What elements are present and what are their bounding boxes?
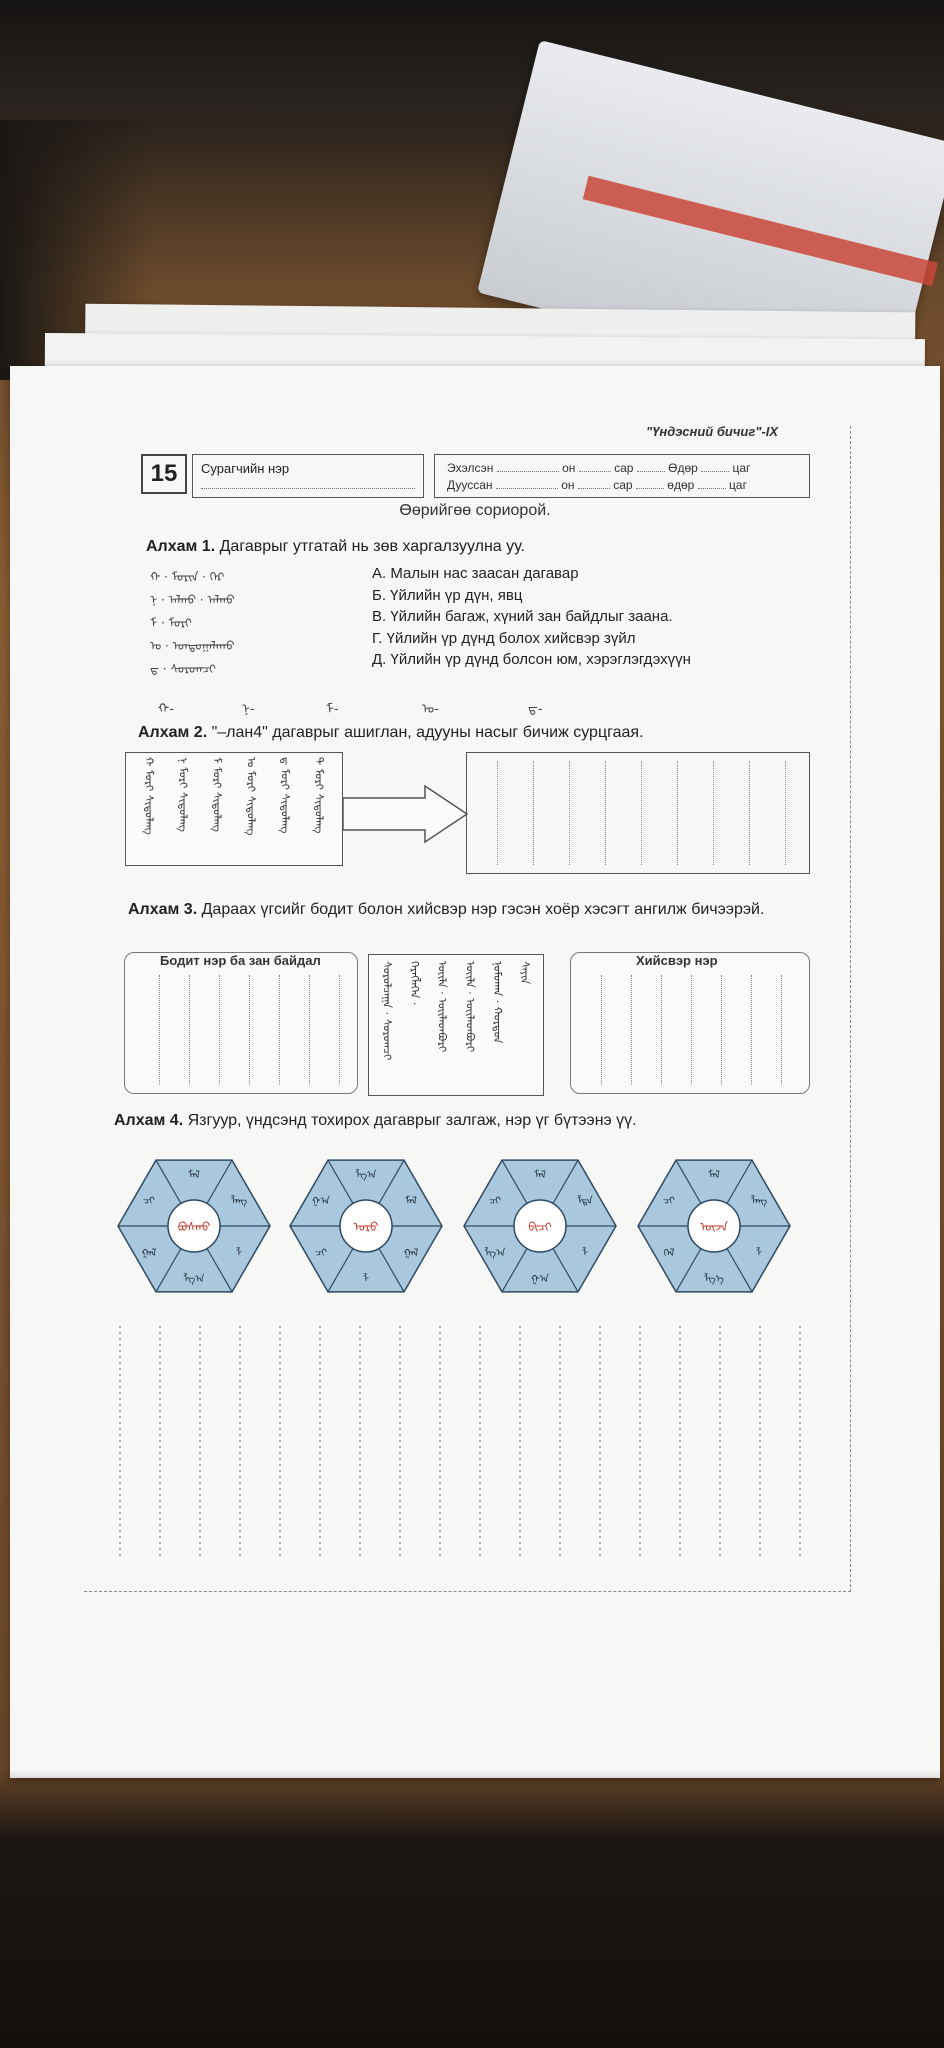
hexagon-suffix: ᠯᠭ᠎ᠠ: [484, 1248, 506, 1259]
hexagon-svg: [460, 1146, 620, 1306]
end-row[interactable]: Дууссан он сар өдөр цаг: [447, 478, 747, 492]
suffix: ᠣ-: [422, 702, 439, 717]
date-box: [434, 454, 810, 498]
step3-title: Алхам 3. Дараах үгсийг бодит болон хийсвэр нэр гэсэн хоёр хэсэгт ангилж бичээрэй.: [128, 901, 765, 918]
step2-title: Алхам 2. "–лан4" дагаврыг ашиглан, адууны насыг бичиж сурцгаая.: [138, 724, 644, 741]
worksheet-page: [10, 366, 940, 1778]
mongolian-column: ᠬ ᠮᠣᠷᠢ ᠰᠢᠳᠦᠯᠡᠩ: [142, 757, 156, 835]
hexagon-suffix: ᠮᠠᠯ: [405, 1196, 417, 1207]
mongolian-column: ᠨ ᠮᠣᠷᠢ ᠰᠢᠳᠦᠯᠡᠩ: [176, 757, 190, 832]
hexagon-root-word: ᠣᠷᠤ: [353, 1220, 379, 1234]
abstract-noun-label: Хийсвэр нэр: [636, 953, 718, 968]
hexagon-suffix: ᠭᠠᠯ: [403, 1248, 419, 1259]
hexagon-suffix: ᠯᠡᠩ: [750, 1196, 768, 1207]
mongolian-row: ᠨ · ᠠᠯᠬᠤ · ᠠᠯᠬᠤ: [150, 593, 235, 607]
right-arrow-icon: [343, 784, 471, 844]
hexagon-suffix: ᠴᠢ: [488, 1196, 501, 1207]
mongolian-row: ᠣ · ᠤᠨᠳᠤᠭᠠᠯᠠᠬᠤ: [150, 639, 235, 653]
mongolian-row: ᠮ · ᠮᠣᠷᠢ: [150, 616, 192, 630]
mongolian-word: ᠨᠣᠮᠤᠬᠠᠨ · ᠬᠤᠷᠳᠤᠨ: [490, 961, 504, 1044]
mongolian-word: ᠰᠠᠶᠢᠨ: [518, 961, 532, 985]
mongolian-word: ᠰᠤᠷᠤᠯᠴᠠᠭᠠ · ᠰᠤᠷᠤᠭᠴᠢ: [380, 961, 394, 1061]
option-b: Б. Үйлийн үр дүн, явц: [372, 586, 523, 604]
mongolian-column: ᠣ ᠮᠣᠷᠢ ᠰᠢᠳᠦᠯᠡᠩ: [244, 757, 258, 836]
concrete-noun-box[interactable]: [124, 952, 358, 1094]
hexagon-suffix: ᠴᠢ: [142, 1196, 155, 1207]
hexagon-suffix: ᠭᠠᠯ: [141, 1248, 157, 1259]
student-name-field[interactable]: [192, 454, 424, 498]
hexagon-suffix: ᠯ: [756, 1248, 763, 1259]
step2-answer-box[interactable]: [466, 752, 810, 874]
start-row[interactable]: Эхэлсэн он сар Өдөр цаг: [447, 461, 751, 475]
hexagon-suffix: ᠯᠭ᠎ᠠ: [355, 1170, 377, 1181]
option-a: А. Малын нас заасан дагавар: [372, 565, 579, 582]
hexagon-suffix: ᠭᠡᠯ: [663, 1248, 675, 1259]
hexagon-puzzle: [114, 1146, 274, 1306]
student-name-label: Сурагчийн нэр: [201, 461, 290, 476]
step2-source-box: [125, 752, 343, 866]
series-title: "Үндэсний бичиг"-IX: [646, 424, 779, 439]
hexagon-suffix: ᠴᠢ: [662, 1196, 675, 1207]
hexagon-svg: [114, 1146, 274, 1306]
hexagon-suffix: ᠭ᠎ᠠ: [312, 1196, 330, 1207]
mongolian-row: ᠳ · ᠰᠤᠷᠤᠭᠴᠢ: [150, 662, 216, 676]
step1-mongolian-words: [150, 564, 350, 679]
hexagon-suffix: ᠯ: [362, 1274, 370, 1285]
hexagon-suffix: ᠮᠡᠯ: [708, 1170, 720, 1181]
hexagon-suffix: ᠯ: [236, 1248, 243, 1259]
concrete-noun-label: Бодит нэр ба зан байдал: [160, 953, 321, 968]
suffix: ᠳ-: [528, 702, 543, 717]
mongolian-word: ᠬᠡᠷᠡᠭᠯᠡᠭᠡᠨ ·: [407, 961, 421, 1006]
hexagon-suffix: ᠯᠭ᠎ᠠ: [183, 1274, 205, 1285]
hexagon-root-word: ᠪᠢᠴᠢ: [528, 1220, 552, 1234]
hexagon-suffix: ᠯᠭ᠎ᠡ: [704, 1274, 724, 1285]
option-d: Г. Үйлийн үр дүнд болох хийсвэр зүйл: [372, 629, 636, 647]
mongolian-column: ᠳ ᠮᠣᠷᠢ ᠰᠢᠳᠦᠯᠡᠩ: [278, 757, 292, 834]
hexagon-svg: [634, 1146, 794, 1306]
option-e: Д. Үйлийн үр дүнд болсон юм, хэрэглэгдэхүүн: [372, 651, 691, 668]
step4-title: Алхам 4. Язгуур, үндсэнд тохирох дагаврыг залгаж, нэр үг бүтээнэ үү.: [114, 1112, 637, 1129]
mongolian-word: ᠦᠢᠯᠡ · ᠦᠢᠯᠡᠳᠪᠦᠷᠢ: [463, 961, 477, 1053]
hexagon-suffix: ᠯᠠᠩ: [230, 1196, 248, 1207]
hexagon-suffix: ᠴᠢ: [314, 1248, 327, 1259]
step1-title: Алхам 1. Дагаврыг утгатай нь зөв харгалзуулна уу.: [146, 538, 525, 555]
mongolian-row: ᠬ · ᠮᠣᠷᠢᠨ · ᠭᠡᠷ: [150, 570, 225, 584]
lesson-number: 15: [141, 454, 187, 494]
hexagon-suffix: ᠮᠠᠯ: [188, 1170, 200, 1181]
dark-background-bottom: [0, 1770, 944, 2048]
hexagon-root-word: ᠪᠣᠰᠬᠤ: [177, 1220, 211, 1234]
hexagon-root-word: ᠦᠵᠡ: [700, 1220, 728, 1234]
step1-options: [372, 565, 691, 673]
step4-answer-lines[interactable]: [110, 1326, 840, 1556]
mongolian-column: ᠮ ᠮᠣᠷᠢ ᠰᠢᠳᠦᠯᠡᠩ: [210, 757, 224, 832]
hexagon-puzzle: [634, 1146, 794, 1306]
mongolian-word: ᠦᠢᠯᠡ · ᠦᠢᠯᠡᠳᠪᠦᠷᠢ: [435, 961, 449, 1053]
suffix: ᠨ-: [242, 702, 255, 717]
suffix: ᠮ-: [326, 702, 339, 717]
hexagon-svg: [286, 1146, 446, 1306]
subtitle: Өөрийгөө сориорой.: [399, 502, 551, 519]
mongolian-column: ᠲ ᠮᠣᠷᠢ ᠰᠢᠳᠦᠯᠡᠩ: [312, 757, 326, 834]
hexagon-suffix: ᠯ: [582, 1248, 589, 1259]
abstract-noun-box[interactable]: [570, 952, 810, 1094]
option-c: В. Үйлийн багаж, хүний зан байдлыг заана.: [372, 608, 673, 625]
hexagon-puzzle: [286, 1146, 446, 1306]
suffix: ᠬ-: [158, 702, 174, 717]
hexagon-puzzle: [460, 1146, 620, 1306]
hexagon-suffix: ᠭ᠎ᠠ: [531, 1274, 549, 1285]
step3-word-box: [368, 954, 544, 1096]
hexagon-suffix: ᠮᠠᠯ: [534, 1170, 546, 1181]
hexagon-suffix: ᠯᠳᠡ: [577, 1196, 593, 1207]
